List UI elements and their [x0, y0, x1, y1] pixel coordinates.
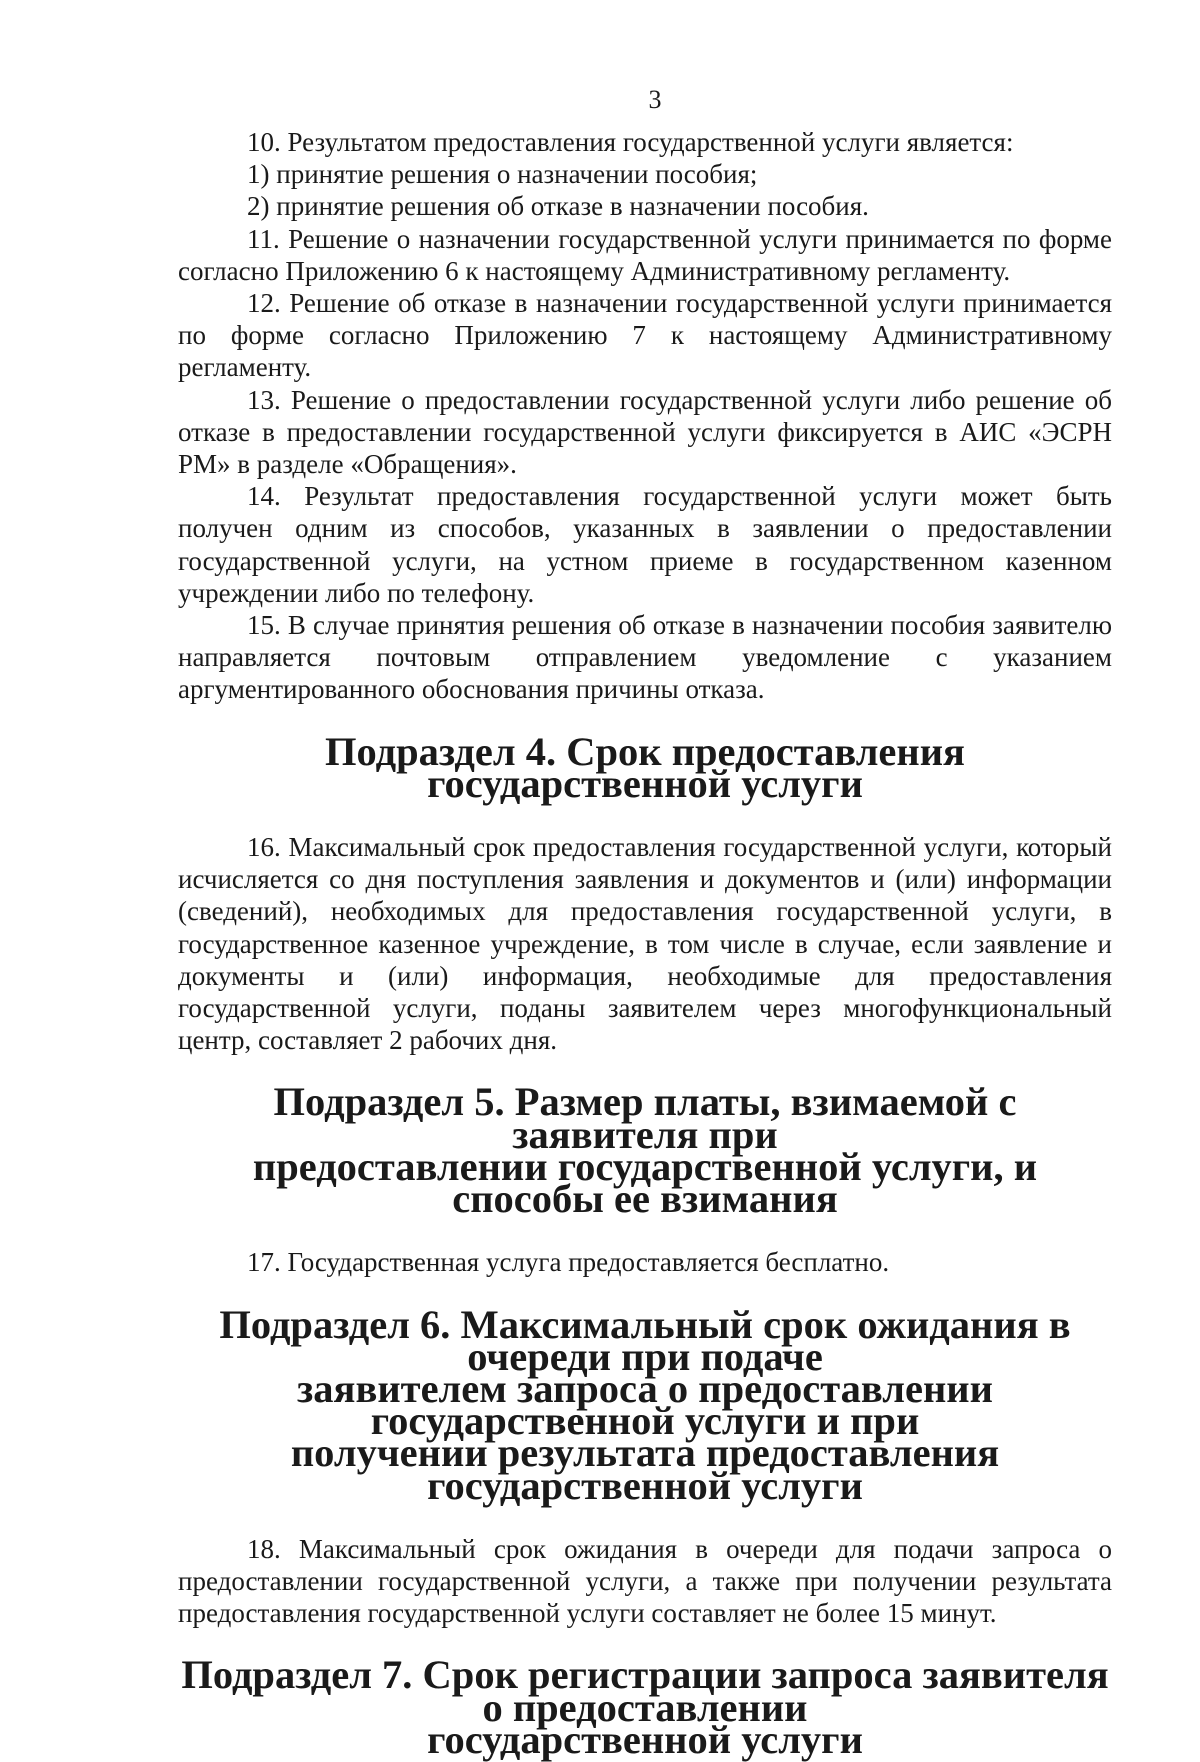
- section-4-heading: Подраздел 4. Срок предоставления государственной услуги: [325, 728, 965, 806]
- paragraph-11: 11. Решение о назначении государственной услуги принимается по форме согласно Приложению 6 к настоящему Административному регламенту.: [178, 223, 1112, 286]
- paragraph-10: 10. Результатом предоставления государственной услуги является:: [247, 127, 1014, 157]
- paragraph-18: 18. Максимальный срок ожидания в очереди для подачи запроса о предоставлении государственной услуги, а также при получении результата предоставления государственной услуги составляет не более 15 минут.: [178, 1533, 1112, 1629]
- paragraph-13: 13. Решение о предоставлении государственной услуги либо решение об отказе в предоставлении государственной услуги фиксируется в АИС «ЭСРН РМ» в разделе «Обращения».: [178, 384, 1112, 480]
- list-item-1: 1) принятие решения о назначении пособия;: [247, 159, 758, 190]
- section-7-heading-line-1: Подраздел 7. Срок регистрации запроса заявителя о предоставлении: [181, 1652, 1109, 1730]
- section-7-heading: [178, 1652, 1112, 1762]
- paragraph-12: 12. Решение об отказе в назначении государственной услуги принимается по форме согласно Приложению 7 к настоящему Административному регламенту.: [178, 288, 1112, 383]
- section-6-heading-line-2: заявителем запроса о предоставлении государственной услуги и при: [297, 1365, 993, 1444]
- section-7-heading-line-2: государственной услуги: [427, 1716, 863, 1762]
- paragraph-16: 16. Максимальный срок предоставления государственной услуги, который исчисляется со дня поступления заявления и документов и (или) информации (сведений), необходимых для предоставления государственной услуги, в государственное казенное учреждение, в том числе в случае, если заявление и документы и (или) информация, необходимые для предоставления государственной услуги, поданы заявителем через многофункциональный центр, составляет 2 рабочих дня.: [178, 832, 1112, 1056]
- section-6-heading: [178, 1301, 1112, 1508]
- document-page: [178, 84, 1112, 1762]
- paragraph-14: 14. Результат предоставления государственной услуги может быть получен одним из способов, указанных в заявлении о предоставлении государственной услуги, на устном приеме в государственном казенном учреждении либо по телефону.: [178, 481, 1112, 608]
- section-5-heading-line-2: предоставлении государственной услуги, и способы ее взимания: [252, 1143, 1038, 1222]
- paragraph-15: 15. В случае принятия решения об отказе в назначении пособия заявителю направляется почтовым отправлением уведомление с указанием аргументированного обоснования причины отказа.: [178, 610, 1112, 705]
- section-6-heading-line-3: получении результата предоставления государственной услуги: [290, 1430, 1000, 1508]
- paragraph-17: 17. Государственная услуга предоставляется бесплатно.: [247, 1247, 890, 1278]
- section-5-heading-line-1: Подраздел 5. Размер платы, взимаемой с заявителя при: [273, 1079, 1017, 1157]
- page-number: 3: [648, 85, 662, 114]
- list-item-2: 2) принятие решения об отказе в назначении пособия.: [247, 191, 869, 222]
- section-5-heading: [178, 1079, 1112, 1222]
- section-6-heading-line-1: Подраздел 6. Максимальный срок ожидания в очереди при подаче: [219, 1301, 1071, 1379]
